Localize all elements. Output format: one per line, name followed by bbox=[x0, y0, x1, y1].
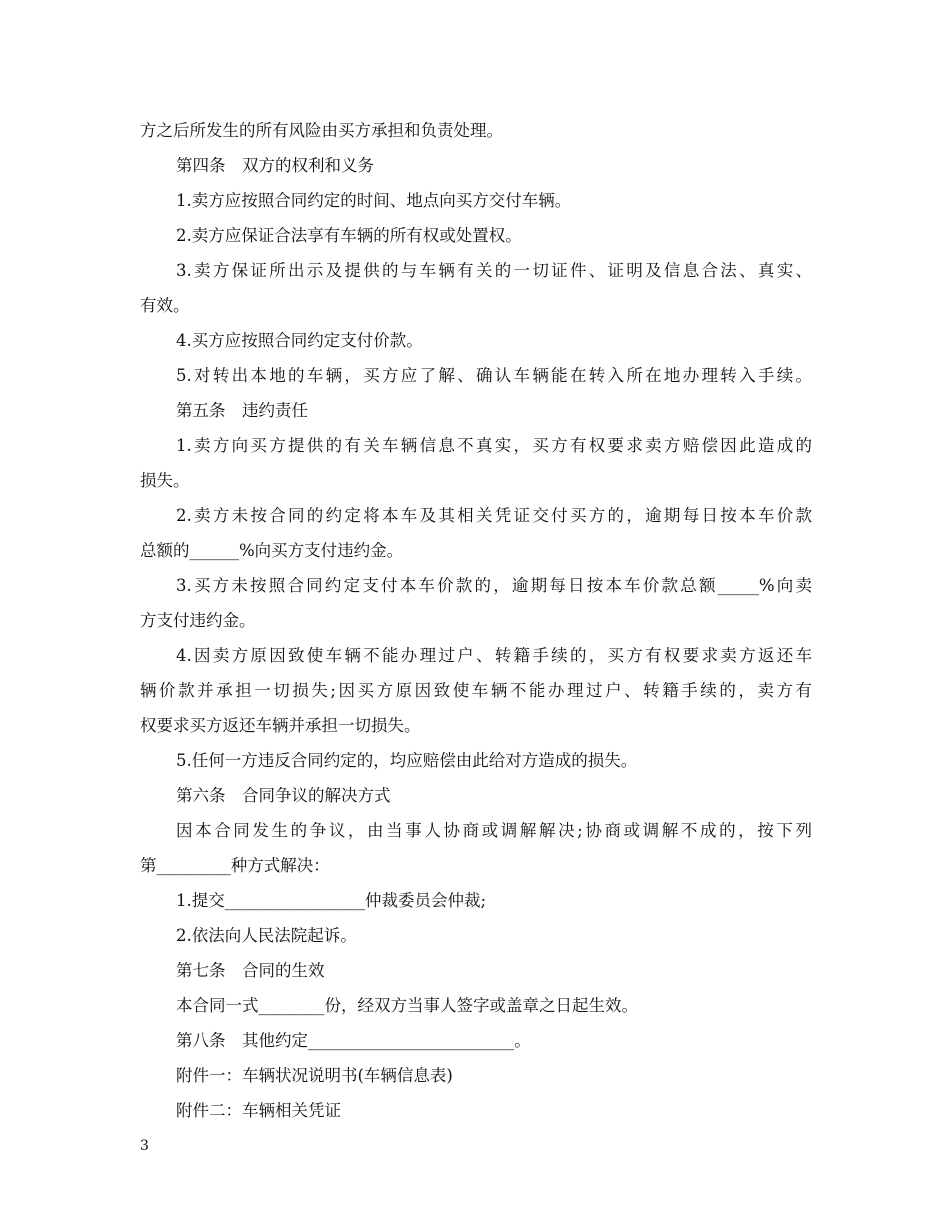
article-5-item-2-line-1: 2.卖方未按合同的约定将本车及其相关凭证交付买方的，逾期每日按本车价款 bbox=[176, 506, 812, 525]
article-4-item-2: 2.卖方应保证合法享有车辆的所有权或处置权。 bbox=[176, 226, 522, 245]
article-6-heading: 第六条 合同争议的解决方式 bbox=[176, 786, 391, 805]
article-4-item-4: 4.买方应按照合同约定支付价款。 bbox=[176, 331, 423, 350]
attachment-2: 附件二：车辆相关凭证 bbox=[176, 1101, 341, 1120]
article-5-item-2-line-2: 总额的______%向买方支付违约金。 bbox=[140, 541, 404, 560]
article-7-paragraph: 本合同一式________份，经双方当事人签字或盖章之日起生效。 bbox=[176, 996, 638, 1015]
article-5-item-4-line-2: 辆价款并承担一切损失;因买方原因致使车辆不能办理过户、转籍手续的，卖方有 bbox=[140, 681, 812, 700]
attachment-1: 附件一：车辆状况说明书(车辆信息表) bbox=[176, 1066, 453, 1085]
article-5-item-4-line-1: 4.因卖方原因致使车辆不能办理过户、转籍手续的，买方有权要求卖方返还车 bbox=[176, 646, 812, 665]
article-5-item-3-line-1: 3.买方未按照合同约定支付本车价款的，逾期每日按本车价款总额_____%向卖 bbox=[176, 576, 812, 595]
article-6-paragraph-line-1: 因本合同发生的争议，由当事人协商或调解解决;协商或调解不成的，按下列 bbox=[176, 821, 812, 840]
article-5-item-1-line-1: 1.卖方向买方提供的有关车辆信息不真实，买方有权要求卖方赔偿因此造成的 bbox=[176, 436, 812, 455]
article-4-item-1: 1.卖方应按照合同约定的时间、地点向买方交付车辆。 bbox=[176, 191, 572, 210]
article-5-heading: 第五条 违约责任 bbox=[176, 401, 308, 420]
article-7-heading: 第七条 合同的生效 bbox=[176, 961, 325, 980]
article-4-item-5: 5.对转出本地的车辆，买方应了解、确认车辆能在转入所在地办理转入手续。 bbox=[176, 366, 812, 385]
article-6-option-1: 1.提交_________________仲裁委员会仲裁; bbox=[176, 891, 487, 910]
article-8-heading: 第八条 其他约定_________________________。 bbox=[176, 1031, 531, 1050]
article-6-option-2: 2.依法向人民法院起诉。 bbox=[176, 926, 357, 945]
article-6-paragraph-line-2: 第_________种方式解决： bbox=[140, 856, 330, 875]
article-5-item-5: 5.任何一方违反合同约定的，均应赔偿由此给对方造成的损失。 bbox=[176, 751, 638, 770]
paragraph-continuation-risk: 方之后所发生的所有风险由买方承担和负责处理。 bbox=[140, 121, 503, 140]
contract-body bbox=[140, 113, 812, 1128]
article-5-item-1-line-2: 损失。 bbox=[140, 471, 190, 490]
article-4-item-3-line-2: 有效。 bbox=[140, 296, 190, 315]
article-5-item-4-line-3: 权要求买方返还车辆并承担一切损失。 bbox=[140, 716, 421, 735]
page-number: 3 bbox=[140, 1138, 149, 1154]
article-4-item-3-line-1: 3.卖方保证所出示及提供的与车辆有关的一切证件、证明及信息合法、真实、 bbox=[176, 261, 812, 280]
article-5-item-3-line-2: 方支付违约金。 bbox=[140, 611, 256, 630]
article-4-heading: 第四条 双方的权利和义务 bbox=[176, 156, 374, 175]
